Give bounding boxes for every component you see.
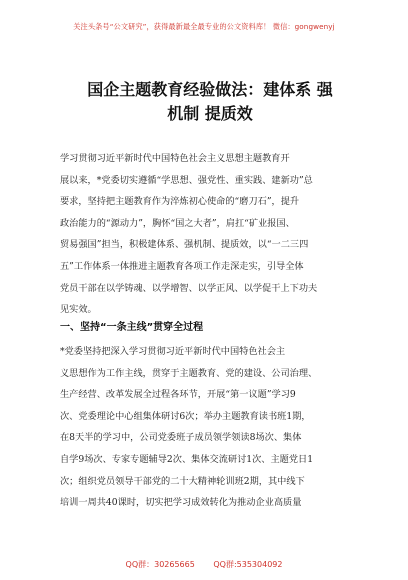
paragraph-section-1 — [60, 341, 348, 514]
text-line: 次、党委理论中心组集体研讨6次；举办主题教育读书班1期， — [60, 410, 311, 422]
text-line: 次；组织党员领导干部党的二十大精神轮训班2期，其中线下 — [60, 475, 305, 487]
text-line: 学习贯彻习近平新时代中国特色社会主义思想主题教育开 — [60, 153, 290, 164]
text-line: 生产经营、改革发展全过程各环节，开展“第一议题”学习9 — [60, 389, 296, 401]
text-line: 要求，坚持把主题教育作为淬炼初心使命的“磨刀石”，提升 — [60, 196, 300, 208]
title-line-1: 国企主题教育经验做法：建体系 强 — [87, 80, 333, 99]
text-line: 见实效。 — [60, 304, 97, 316]
header-banner: 关注头条号“公文研究”，获得最新最全最专业的公文资料库！ 微信：gongwenyj — [73, 22, 335, 31]
text-line: 党员干部在以学铸魂、以学增智、以学正风、以学促干上下功夫 — [60, 282, 318, 294]
text-line: 义思想作为工作主线，贯穿于主题教育、党的建设、公司治理、 — [60, 367, 318, 379]
section-heading: 一、坚持“一条主线”贯穿全过程 — [60, 322, 204, 333]
text-line: 展以来，*党委切实遵循“学思想、强党性、重实践、建新功”总 — [60, 174, 313, 186]
paragraph-intro — [60, 148, 348, 321]
footer-contact — [0, 559, 408, 570]
text-line: 政治能力的“源动力”，胸怀“国之大者”，肩扛“矿业报国、 — [60, 217, 295, 229]
text-line: *党委坚持把深入学习贯彻习近平新时代中国特色社会主 — [60, 346, 286, 357]
footer-qq-group-1: QQ群：30265665 — [125, 560, 195, 569]
text-line: 培训一周共40课时，切实把学习成效转化为推动企业高质量 — [60, 497, 302, 509]
title-line-2: 机制 提质效 — [167, 104, 253, 123]
footer-qq-group-2: QQ群:535304092 — [213, 560, 283, 569]
text-line: 五”工作体系一体推进主题教育各项工作走深走实，引导全体 — [60, 260, 304, 272]
document-title — [60, 78, 360, 126]
text-line: 在8天半的学习中，公司党委班子成员领学领读8场次、集体 — [60, 432, 302, 444]
text-line: 自学9场次、专家专题辅导2次、集体交流研讨1次、主题党日1 — [60, 453, 314, 465]
text-line: 贸易强国”担当，积极建体系、强机制、提质效，以“一二三四 — [60, 239, 309, 251]
